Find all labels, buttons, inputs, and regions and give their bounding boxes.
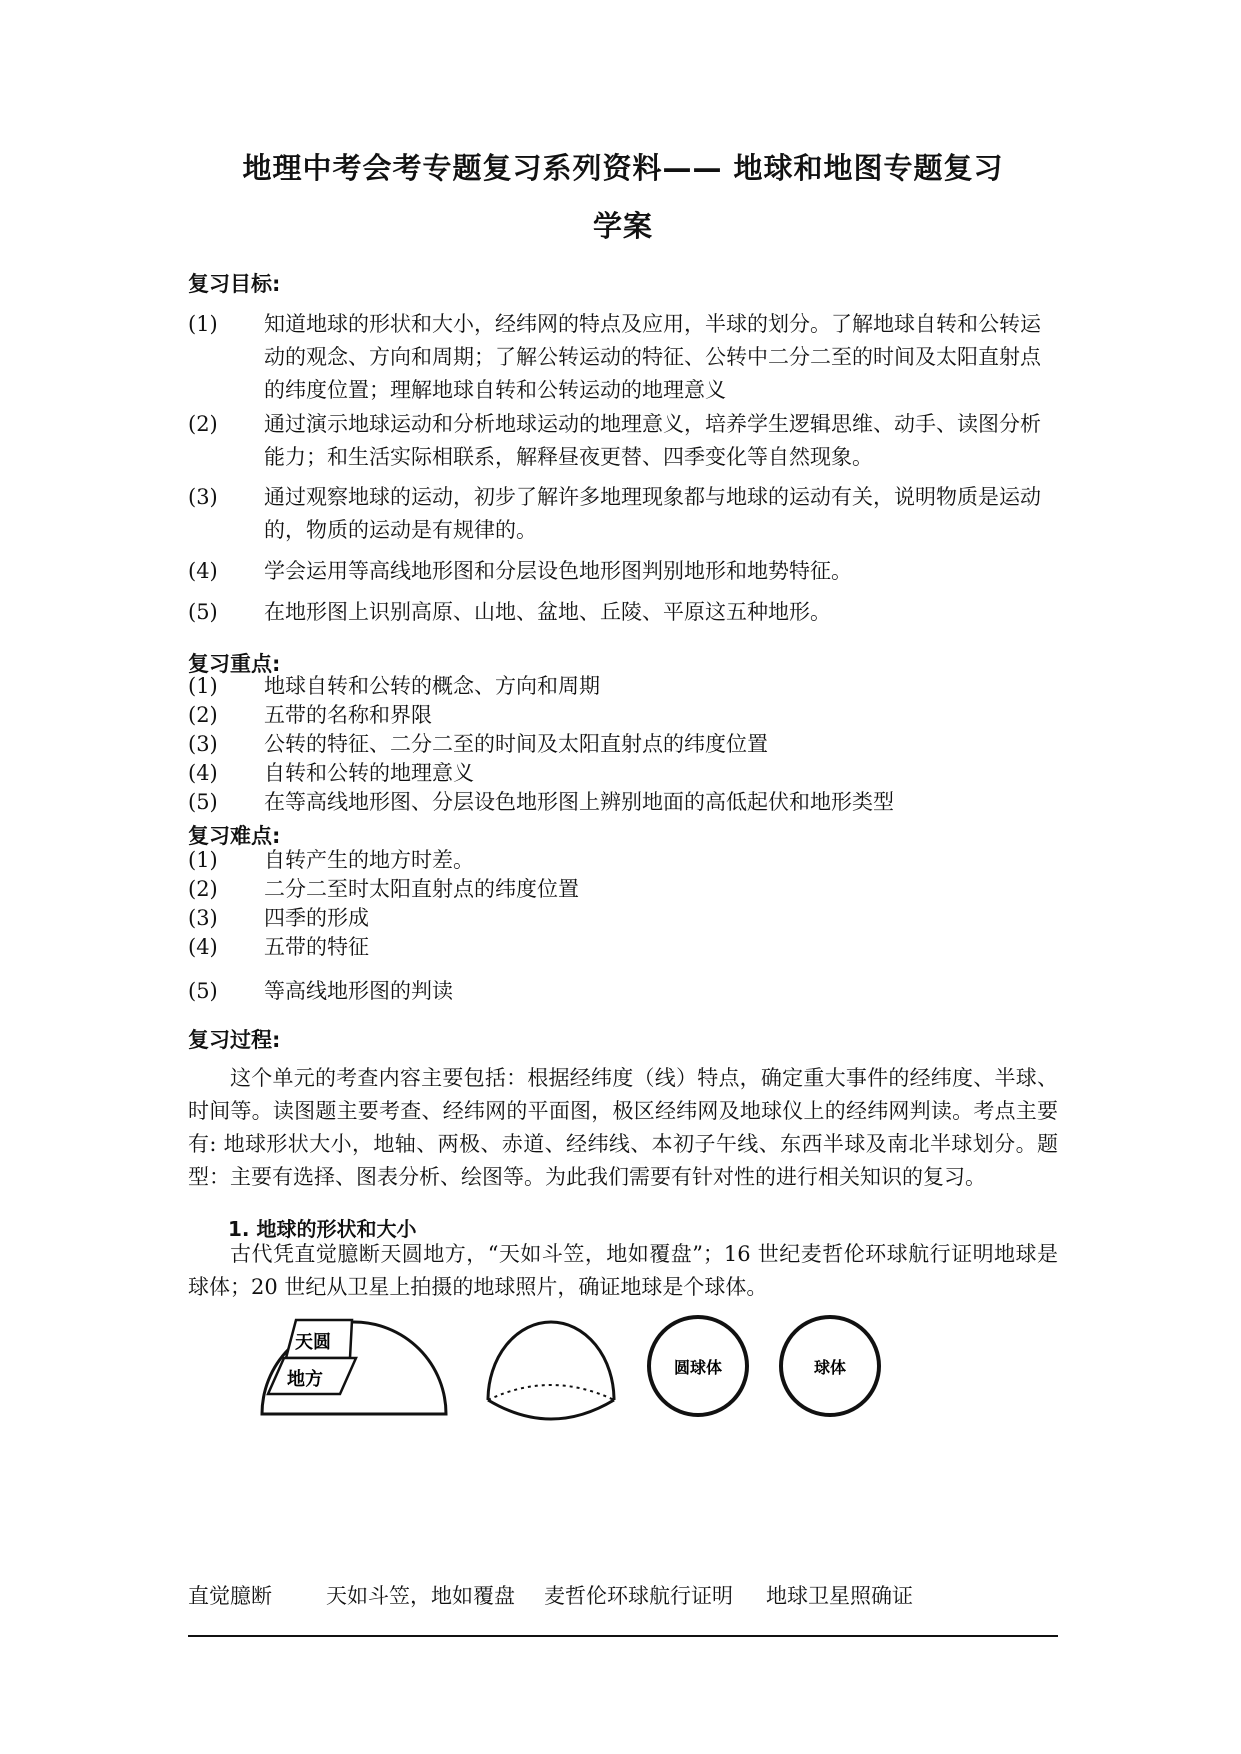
item-text: 通过演示地球运动和分析地球运动的地理意义，培养学生逻辑思维、动手、读图分析能力；和生活实际相联系，解释昼夜更替、四季变化等自然现象。: [264, 412, 1041, 469]
figure-caption: 地球卫星照确证: [766, 1584, 913, 1608]
objectives-heading: 复习目标:: [188, 272, 281, 296]
difficulty-item: [188, 931, 369, 964]
earth-shape-figures: [248, 1308, 888, 1428]
item-number: (4): [188, 935, 218, 959]
key-point-item: [188, 786, 894, 819]
item-number: (5): [188, 979, 218, 1003]
item-number: (2): [188, 877, 218, 901]
item-text: 自转产生的地方时差。: [264, 848, 474, 872]
sphere-figure: [781, 1317, 879, 1415]
item-number: (3): [188, 485, 218, 509]
item-text: 自转和公转的地理意义: [264, 761, 474, 785]
document-title-line2: 学案: [592, 209, 653, 243]
item-text: 知道地球的形状和大小，经纬网的特点及应用，半球的划分。了解地球自转和公转运动的观念、方向和周期；了解公转运动的特征、公转中二分二至的时间及太阳直射点的纬度位置；理解地球自转和公转运动的地理意义: [264, 312, 1041, 402]
item-number: (1): [188, 674, 218, 698]
sky-round-label: 天圆: [295, 1332, 331, 1353]
figure-caption: 直觉臆断: [188, 1584, 272, 1608]
item-number: (3): [188, 906, 218, 930]
item-text: 二分二至时太阳直射点的纬度位置: [264, 877, 579, 901]
sky-round-earth-square-figure: [262, 1320, 446, 1414]
objective-item: [188, 481, 1058, 547]
item-text: 学会运用等高线地形图和分层设色地形图判别地形和地势特征。: [264, 559, 852, 583]
difficulty-item: [188, 975, 453, 1008]
figure-caption: 麦哲伦环球航行证明: [544, 1584, 733, 1608]
item-text: 在地形图上识别高原、山地、盆地、丘陵、平原这五种地形。: [264, 600, 831, 624]
earth-square-label: 地方: [287, 1369, 323, 1390]
key-points-heading: 复习重点:: [188, 652, 281, 676]
item-number: (4): [188, 559, 218, 583]
objective-item: [188, 408, 1058, 474]
item-text: 公转的特征、二分二至的时间及太阳直射点的纬度位置: [264, 732, 768, 756]
item-number: (1): [188, 312, 218, 336]
objective-item: [188, 555, 1058, 588]
item-text: 五带的名称和界限: [264, 703, 432, 727]
hat-and-plate-figure: [488, 1322, 614, 1419]
section-text: 古代凭直觉臆断天圆地方，“天如斗笠，地如覆盘”；16 世纪麦哲伦环球航行证明地球是球体；20 世纪从卫星上拍摄的地球照片，确证地球是个球体。: [188, 1242, 1058, 1299]
item-text: 五带的特征: [264, 935, 369, 959]
item-text: 四季的形成: [264, 906, 369, 930]
item-text: 地球自转和公转的概念、方向和周期: [264, 674, 600, 698]
objective-item: [188, 308, 1058, 407]
item-number: (4): [188, 761, 218, 785]
item-number: (2): [188, 412, 218, 436]
difficulties-heading: 复习难点:: [188, 824, 281, 848]
item-number: (5): [188, 790, 218, 814]
objective-item: [188, 596, 1058, 629]
spheroid-label: 圆球体: [673, 1358, 723, 1377]
item-number: (5): [188, 600, 218, 624]
item-number: (1): [188, 848, 218, 872]
figure-caption: 天如斗笠，地如覆盘: [326, 1584, 515, 1608]
item-text: 通过观察地球的运动，初步了解许多地理现象都与地球的运动有关，说明物质是运动的，物质的运动是有规律的。: [264, 485, 1041, 542]
item-text: 在等高线地形图、分层设色地形图上辨别地面的高低起伏和地形类型: [264, 790, 894, 814]
sphere-label: 球体: [813, 1358, 847, 1377]
globe-figure: [649, 1317, 747, 1415]
item-number: (2): [188, 703, 218, 727]
footer-rule: [188, 1635, 1058, 1637]
process-heading: 复习过程:: [188, 1028, 281, 1052]
document-title: 地理中考会考专题复习系列资料—— 地球和地图专题复习: [242, 151, 1004, 185]
item-number: (3): [188, 732, 218, 756]
section-title: 1. 地球的形状和大小: [228, 1217, 417, 1241]
item-text: 等高线地形图的判读: [264, 979, 453, 1003]
process-intro: 这个单元的考查内容主要包括：根据经纬度（线）特点，确定重大事件的经纬度、半球、时间等。读图题主要考查、经纬网的平面图，极区经纬网及地球仪上的经纬网判读。考点主要有: 地球形状大小，地轴、两极、赤道、经纬线、本初子午线、东西半球及南北半球划分。题型：主要有选择、图表分析、绘图等。为此我们需要有针对性的进行相关知识的复习。: [188, 1066, 1058, 1189]
